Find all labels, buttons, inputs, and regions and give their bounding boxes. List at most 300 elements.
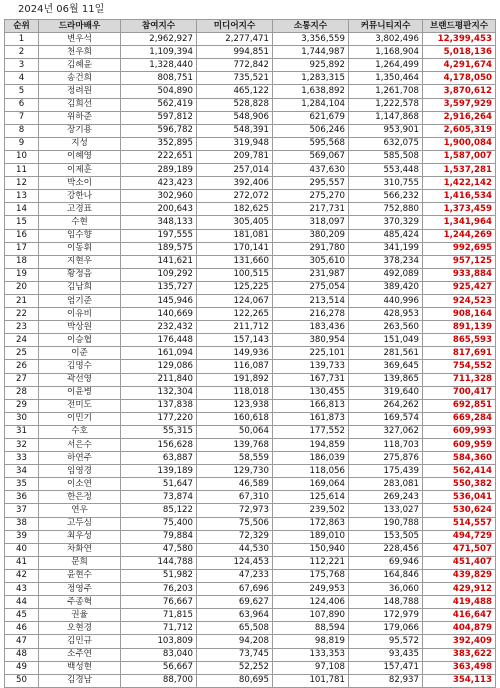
- actor-name-cell: 윤현수: [39, 569, 121, 582]
- communication-cell: 101,781: [273, 674, 349, 687]
- actor-name-cell: 고경표: [39, 203, 121, 216]
- community-cell: 389,420: [349, 281, 423, 294]
- participation-cell: 76,667: [121, 596, 197, 609]
- brand-index-cell: 514,557: [423, 517, 496, 530]
- media-cell: 50,064: [197, 425, 273, 438]
- table-row: [5, 308, 496, 321]
- brand-index-cell: 692,851: [423, 399, 496, 412]
- table-row: [5, 596, 496, 609]
- brand-index-cell: 2,916,264: [423, 111, 496, 124]
- participation-cell: 71,712: [121, 622, 197, 635]
- actor-name-cell: 이동휘: [39, 242, 121, 255]
- brand-index-cell: 416,647: [423, 609, 496, 622]
- actor-name-cell: 이소연: [39, 478, 121, 491]
- brand-index-cell: 392,409: [423, 635, 496, 648]
- actor-name-cell: 위하준: [39, 111, 121, 124]
- table-row: [5, 583, 496, 596]
- rank-cell: 32: [5, 439, 39, 452]
- participation-cell: 232,432: [121, 321, 197, 334]
- brand-index-cell: 383,622: [423, 648, 496, 661]
- media-cell: 67,696: [197, 583, 273, 596]
- brand-index-cell: 1,537,281: [423, 164, 496, 177]
- table-body: [5, 33, 496, 688]
- brand-index-cell: 451,407: [423, 556, 496, 569]
- participation-cell: 129,086: [121, 360, 197, 373]
- brand-index-cell: 4,291,674: [423, 59, 496, 72]
- communication-cell: 569,067: [273, 150, 349, 163]
- rank-cell: 26: [5, 360, 39, 373]
- media-cell: 63,964: [197, 609, 273, 622]
- actor-name-cell: 임영경: [39, 465, 121, 478]
- rank-cell: 46: [5, 622, 39, 635]
- table-row: [5, 229, 496, 242]
- brand-index-cell: 1,900,084: [423, 137, 496, 150]
- communication-cell: 1,744,987: [273, 46, 349, 59]
- communication-cell: 139,733: [273, 360, 349, 373]
- participation-cell: 75,400: [121, 517, 197, 530]
- brand-index-cell: 957,125: [423, 255, 496, 268]
- participation-cell: 156,628: [121, 439, 197, 452]
- community-cell: 440,996: [349, 294, 423, 307]
- participation-cell: 140,669: [121, 308, 197, 321]
- brand-index-cell: 536,041: [423, 491, 496, 504]
- community-cell: 553,448: [349, 164, 423, 177]
- media-cell: 548,906: [197, 111, 273, 124]
- rank-cell: 2: [5, 46, 39, 59]
- media-cell: 528,828: [197, 98, 273, 111]
- table-row: [5, 347, 496, 360]
- media-cell: 124,067: [197, 294, 273, 307]
- media-cell: 72,329: [197, 530, 273, 543]
- brand-index-cell: 1,244,269: [423, 229, 496, 242]
- header-media-index: 미디어지수: [197, 20, 273, 33]
- community-cell: 369,645: [349, 360, 423, 373]
- brand-index-cell: 12,399,453: [423, 33, 496, 46]
- actor-name-cell: 김민규: [39, 635, 121, 648]
- actor-name-cell: 임수향: [39, 229, 121, 242]
- community-cell: 1,147,868: [349, 111, 423, 124]
- brand-index-cell: 1,373,459: [423, 203, 496, 216]
- table-row: [5, 281, 496, 294]
- brand-index-cell: 1,341,964: [423, 216, 496, 229]
- media-cell: 257,014: [197, 164, 273, 177]
- rank-cell: 19: [5, 268, 39, 281]
- participation-cell: 302,960: [121, 190, 197, 203]
- brand-index-cell: 700,417: [423, 386, 496, 399]
- rank-cell: 28: [5, 386, 39, 399]
- media-cell: 160,618: [197, 412, 273, 425]
- community-cell: 327,062: [349, 425, 423, 438]
- media-cell: 149,936: [197, 347, 273, 360]
- community-cell: 1,168,904: [349, 46, 423, 59]
- communication-cell: 167,731: [273, 373, 349, 386]
- rank-cell: 16: [5, 229, 39, 242]
- actor-name-cell: 송건희: [39, 72, 121, 85]
- participation-cell: 352,895: [121, 137, 197, 150]
- table-row: [5, 177, 496, 190]
- table-row: [5, 190, 496, 203]
- brand-reputation-table: [4, 19, 496, 688]
- table-row: [5, 334, 496, 347]
- media-cell: 47,233: [197, 569, 273, 582]
- brand-index-cell: 669,284: [423, 412, 496, 425]
- actor-name-cell: 연우: [39, 504, 121, 517]
- communication-cell: 150,940: [273, 543, 349, 556]
- rank-cell: 14: [5, 203, 39, 216]
- media-cell: 548,391: [197, 124, 273, 137]
- community-cell: 281,561: [349, 347, 423, 360]
- participation-cell: 79,884: [121, 530, 197, 543]
- participation-cell: 1,328,440: [121, 59, 197, 72]
- media-cell: 73,745: [197, 648, 273, 661]
- actor-name-cell: 김남희: [39, 281, 121, 294]
- actor-name-cell: 박소이: [39, 177, 121, 190]
- brand-index-cell: 3,870,612: [423, 85, 496, 98]
- actor-name-cell: 박상원: [39, 321, 121, 334]
- communication-cell: 380,954: [273, 334, 349, 347]
- brand-index-cell: 1,422,142: [423, 177, 496, 190]
- rank-cell: 27: [5, 373, 39, 386]
- communication-cell: 177,552: [273, 425, 349, 438]
- table-row: [5, 491, 496, 504]
- table-row: [5, 622, 496, 635]
- media-cell: 170,141: [197, 242, 273, 255]
- rank-cell: 4: [5, 72, 39, 85]
- communication-cell: 172,863: [273, 517, 349, 530]
- participation-cell: 222,651: [121, 150, 197, 163]
- brand-index-cell: 924,523: [423, 294, 496, 307]
- rank-cell: 8: [5, 124, 39, 137]
- table-row: [5, 504, 496, 517]
- communication-cell: 291,780: [273, 242, 349, 255]
- participation-cell: 51,982: [121, 569, 197, 582]
- communication-cell: 217,731: [273, 203, 349, 216]
- table-row: [5, 321, 496, 334]
- community-cell: 169,574: [349, 412, 423, 425]
- actor-name-cell: 이윤병: [39, 386, 121, 399]
- actor-name-cell: 권율: [39, 609, 121, 622]
- participation-cell: 2,962,927: [121, 33, 197, 46]
- community-cell: 428,953: [349, 308, 423, 321]
- participation-cell: 161,094: [121, 347, 197, 360]
- media-cell: 272,072: [197, 190, 273, 203]
- rank-cell: 15: [5, 216, 39, 229]
- communication-cell: 216,278: [273, 308, 349, 321]
- communication-cell: 130,455: [273, 386, 349, 399]
- rank-cell: 35: [5, 478, 39, 491]
- brand-index-cell: 933,884: [423, 268, 496, 281]
- community-cell: 1,350,464: [349, 72, 423, 85]
- communication-cell: 318,097: [273, 216, 349, 229]
- media-cell: 44,530: [197, 543, 273, 556]
- brand-index-cell: 817,691: [423, 347, 496, 360]
- media-cell: 72,973: [197, 504, 273, 517]
- brand-index-cell: 471,507: [423, 543, 496, 556]
- media-cell: 100,515: [197, 268, 273, 281]
- actor-name-cell: 서은수: [39, 439, 121, 452]
- media-cell: 124,453: [197, 556, 273, 569]
- community-cell: 263,560: [349, 321, 423, 334]
- header-brand-reputation-index: 브랜드평판지수: [423, 20, 496, 33]
- media-cell: 181,081: [197, 229, 273, 242]
- media-cell: 125,225: [197, 281, 273, 294]
- header-community-index: 커뮤니티지수: [349, 20, 423, 33]
- table-row: [5, 648, 496, 661]
- community-cell: 1,264,499: [349, 59, 423, 72]
- table-row: [5, 452, 496, 465]
- actor-name-cell: 백성현: [39, 661, 121, 674]
- media-cell: 182,625: [197, 203, 273, 216]
- media-cell: 116,087: [197, 360, 273, 373]
- participation-cell: 423,423: [121, 177, 197, 190]
- brand-index-cell: 609,993: [423, 425, 496, 438]
- brand-index-cell: 363,498: [423, 661, 496, 674]
- participation-cell: 177,220: [121, 412, 197, 425]
- participation-cell: 145,946: [121, 294, 197, 307]
- community-cell: 69,946: [349, 556, 423, 569]
- participation-cell: 83,040: [121, 648, 197, 661]
- rank-cell: 39: [5, 530, 39, 543]
- community-cell: 632,075: [349, 137, 423, 150]
- table-row: [5, 294, 496, 307]
- media-cell: 75,506: [197, 517, 273, 530]
- rank-cell: 25: [5, 347, 39, 360]
- media-cell: 94,208: [197, 635, 273, 648]
- communication-cell: 183,436: [273, 321, 349, 334]
- brand-index-cell: 354,113: [423, 674, 496, 687]
- communication-cell: 231,987: [273, 268, 349, 281]
- communication-cell: 213,514: [273, 294, 349, 307]
- brand-index-cell: 550,382: [423, 478, 496, 491]
- brand-index-cell: 429,912: [423, 583, 496, 596]
- community-cell: 485,424: [349, 229, 423, 242]
- actor-name-cell: 지현우: [39, 255, 121, 268]
- community-cell: 151,049: [349, 334, 423, 347]
- actor-name-cell: 이혜영: [39, 150, 121, 163]
- community-cell: 36,060: [349, 583, 423, 596]
- communication-cell: 437,630: [273, 164, 349, 177]
- rank-cell: 45: [5, 609, 39, 622]
- header-communication-index: 소통지수: [273, 20, 349, 33]
- actor-name-cell: 김명수: [39, 360, 121, 373]
- community-cell: 133,027: [349, 504, 423, 517]
- brand-index-cell: 530,624: [423, 504, 496, 517]
- participation-cell: 1,109,394: [121, 46, 197, 59]
- communication-cell: 133,353: [273, 648, 349, 661]
- rank-cell: 5: [5, 85, 39, 98]
- brand-index-cell: 562,414: [423, 465, 496, 478]
- table-row: [5, 59, 496, 72]
- media-cell: 305,405: [197, 216, 273, 229]
- community-cell: 269,243: [349, 491, 423, 504]
- rank-cell: 12: [5, 177, 39, 190]
- communication-cell: 194,859: [273, 439, 349, 452]
- communication-cell: 169,064: [273, 478, 349, 491]
- participation-cell: 141,621: [121, 255, 197, 268]
- media-cell: 994,851: [197, 46, 273, 59]
- actor-name-cell: 강한나: [39, 190, 121, 203]
- actor-name-cell: 엄기준: [39, 294, 121, 307]
- brand-index-cell: 754,552: [423, 360, 496, 373]
- rank-cell: 31: [5, 425, 39, 438]
- communication-cell: 112,221: [273, 556, 349, 569]
- actor-name-cell: 한은정: [39, 491, 121, 504]
- rank-cell: 40: [5, 543, 39, 556]
- actor-name-cell: 변우석: [39, 33, 121, 46]
- table-row: [5, 85, 496, 98]
- rank-cell: 49: [5, 661, 39, 674]
- brand-index-cell: 419,488: [423, 596, 496, 609]
- actor-name-cell: 이승협: [39, 334, 121, 347]
- table-row: [5, 46, 496, 59]
- media-cell: 735,521: [197, 72, 273, 85]
- communication-cell: 506,246: [273, 124, 349, 137]
- community-cell: 190,788: [349, 517, 423, 530]
- communication-cell: 161,873: [273, 412, 349, 425]
- participation-cell: 103,809: [121, 635, 197, 648]
- participation-cell: 144,788: [121, 556, 197, 569]
- table-row: [5, 203, 496, 216]
- actor-name-cell: 정려원: [39, 85, 121, 98]
- brand-index-cell: 908,164: [423, 308, 496, 321]
- rank-cell: 38: [5, 517, 39, 530]
- rank-cell: 21: [5, 294, 39, 307]
- rank-cell: 50: [5, 674, 39, 687]
- media-cell: 67,310: [197, 491, 273, 504]
- actor-name-cell: 이제훈: [39, 164, 121, 177]
- communication-cell: 107,890: [273, 609, 349, 622]
- actor-name-cell: 김경남: [39, 674, 121, 687]
- rank-cell: 48: [5, 648, 39, 661]
- rank-cell: 7: [5, 111, 39, 124]
- rank-cell: 17: [5, 242, 39, 255]
- communication-cell: 186,039: [273, 452, 349, 465]
- table-row: [5, 674, 496, 687]
- brand-index-cell: 5,018,136: [423, 46, 496, 59]
- table-row: [5, 164, 496, 177]
- brand-index-cell: 865,593: [423, 334, 496, 347]
- table-row: [5, 543, 496, 556]
- community-cell: 283,081: [349, 478, 423, 491]
- actor-name-cell: 수현: [39, 216, 121, 229]
- participation-cell: 76,203: [121, 583, 197, 596]
- communication-cell: 925,892: [273, 59, 349, 72]
- brand-index-cell: 494,729: [423, 530, 496, 543]
- table-row: [5, 33, 496, 46]
- table-row: [5, 609, 496, 622]
- media-cell: 465,122: [197, 85, 273, 98]
- participation-cell: 211,840: [121, 373, 197, 386]
- actor-name-cell: 황정음: [39, 268, 121, 281]
- brand-index-cell: 3,597,929: [423, 98, 496, 111]
- rank-cell: 33: [5, 452, 39, 465]
- community-cell: 228,456: [349, 543, 423, 556]
- media-cell: 52,252: [197, 661, 273, 674]
- media-cell: 209,781: [197, 150, 273, 163]
- participation-cell: 73,874: [121, 491, 197, 504]
- rank-cell: 11: [5, 164, 39, 177]
- media-cell: 139,768: [197, 439, 273, 452]
- table-row: [5, 124, 496, 137]
- rank-cell: 23: [5, 321, 39, 334]
- brand-index-cell: 925,427: [423, 281, 496, 294]
- communication-cell: 118,056: [273, 465, 349, 478]
- community-cell: 585,508: [349, 150, 423, 163]
- communication-cell: 189,010: [273, 530, 349, 543]
- actor-name-cell: 지성: [39, 137, 121, 150]
- participation-cell: 189,575: [121, 242, 197, 255]
- media-cell: 772,842: [197, 59, 273, 72]
- communication-cell: 295,557: [273, 177, 349, 190]
- communication-cell: 1,638,892: [273, 85, 349, 98]
- actor-name-cell: 고두심: [39, 517, 121, 530]
- table-row: [5, 137, 496, 150]
- header-participation-index: 참여지수: [121, 20, 197, 33]
- table-row: [5, 386, 496, 399]
- community-cell: 148,788: [349, 596, 423, 609]
- table-row: [5, 72, 496, 85]
- media-cell: 69,627: [197, 596, 273, 609]
- table-row: [5, 530, 496, 543]
- communication-cell: 98,819: [273, 635, 349, 648]
- rank-cell: 34: [5, 465, 39, 478]
- rank-cell: 41: [5, 556, 39, 569]
- actor-name-cell: 소주연: [39, 648, 121, 661]
- media-cell: 319,948: [197, 137, 273, 150]
- community-cell: 752,880: [349, 203, 423, 216]
- table-row: [5, 111, 496, 124]
- participation-cell: 55,315: [121, 425, 197, 438]
- participation-cell: 562,419: [121, 98, 197, 111]
- media-cell: 211,712: [197, 321, 273, 334]
- participation-cell: 51,647: [121, 478, 197, 491]
- communication-cell: 621,679: [273, 111, 349, 124]
- actor-name-cell: 오현경: [39, 622, 121, 635]
- participation-cell: 63,887: [121, 452, 197, 465]
- community-cell: 1,261,708: [349, 85, 423, 98]
- participation-cell: 132,304: [121, 386, 197, 399]
- media-cell: 118,018: [197, 386, 273, 399]
- communication-cell: 166,813: [273, 399, 349, 412]
- header-actor: 드라마배우: [39, 20, 121, 33]
- community-cell: 492,089: [349, 268, 423, 281]
- participation-cell: 71,815: [121, 609, 197, 622]
- communication-cell: 1,283,315: [273, 72, 349, 85]
- community-cell: 95,572: [349, 635, 423, 648]
- brand-index-cell: 992,695: [423, 242, 496, 255]
- rank-cell: 6: [5, 98, 39, 111]
- community-cell: 341,199: [349, 242, 423, 255]
- communication-cell: 239,502: [273, 504, 349, 517]
- header-rank: 순위: [5, 20, 39, 33]
- table-row: [5, 569, 496, 582]
- media-cell: 58,559: [197, 452, 273, 465]
- brand-index-cell: 439,829: [423, 569, 496, 582]
- participation-cell: 137,838: [121, 399, 197, 412]
- rank-cell: 9: [5, 137, 39, 150]
- community-cell: 175,439: [349, 465, 423, 478]
- community-cell: 153,505: [349, 530, 423, 543]
- participation-cell: 808,751: [121, 72, 197, 85]
- actor-name-cell: 김희선: [39, 98, 121, 111]
- table-row: [5, 373, 496, 386]
- communication-cell: 97,108: [273, 661, 349, 674]
- participation-cell: 197,555: [121, 229, 197, 242]
- actor-name-cell: 수호: [39, 425, 121, 438]
- brand-index-cell: 404,879: [423, 622, 496, 635]
- table-row: [5, 399, 496, 412]
- rank-cell: 18: [5, 255, 39, 268]
